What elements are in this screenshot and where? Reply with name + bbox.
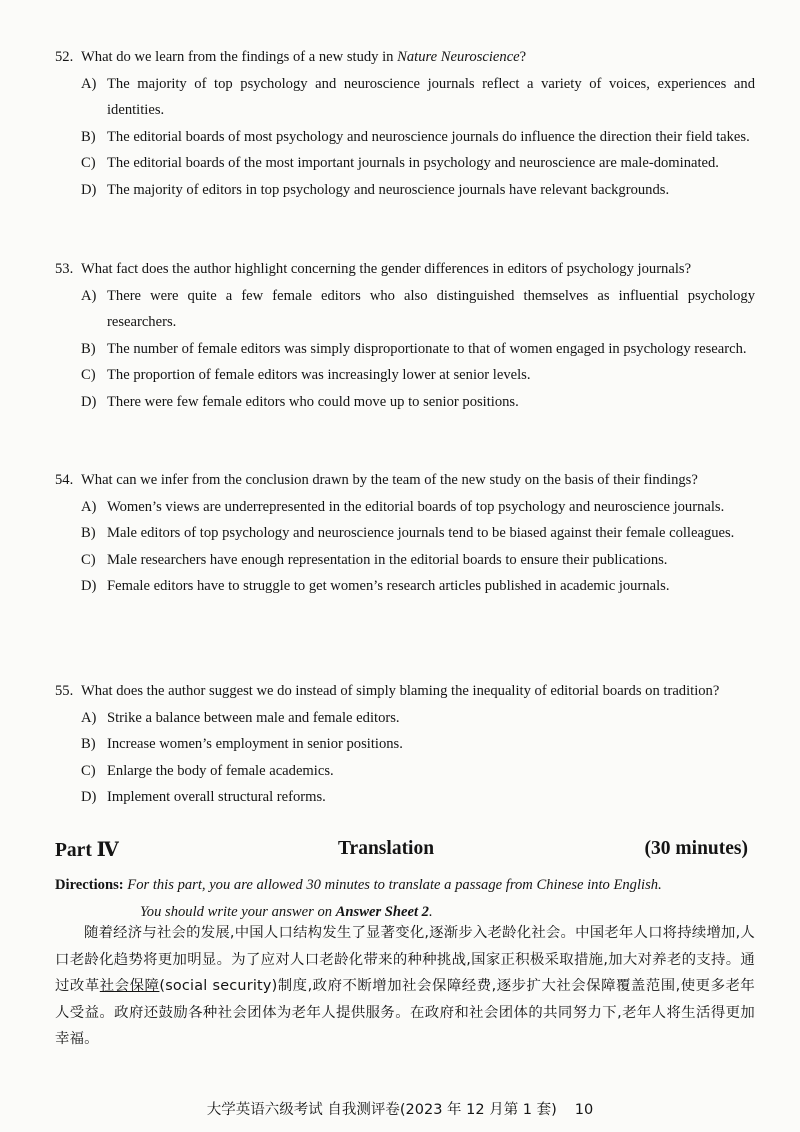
page-footer (0, 1098, 800, 1119)
page-number: 10 (574, 1102, 594, 1118)
directions-label: Directions: (55, 877, 124, 893)
option-d: D) The majority of editors in top psychology and neuroscience journals have relevant backgrounds. (81, 181, 670, 198)
question-stem: 53. What fact does the author highlight concerning the gender differences in editors of psychology journals? (55, 261, 692, 277)
directions-line1: For this part, you are allowed 30 minutes to translate a passage from Chinese into English. (127, 877, 662, 893)
option-d: D) Female editors have to struggle to get women’s research articles published in academic journals. (81, 578, 670, 594)
underlined-term: 社会保障 (99, 978, 160, 994)
answer-sheet-ref: Answer Sheet 2 (335, 903, 429, 920)
option-b: B) The editorial boards of most psychology and neuroscience journals do influence the direction their field takes. (81, 128, 750, 145)
question-stem: 52. What do we learn from the findings of a new study in Nature Neuroscience? (55, 49, 527, 65)
option-d: D) There were few female editors who could move up to senior positions. (81, 393, 519, 410)
option-b: B) The number of female editors was simply disproportionate to that of women engaged in psychology research. (81, 340, 747, 357)
option-a: A) The majority of top psychology and neuroscience journals reflect a variety of voices, experiences and identities. (81, 75, 755, 118)
option-a: A) Strike a balance between male and female editors. (81, 709, 400, 726)
directions: Directions: For this part, you are allowed 30 minutes to translate a passage from Chinese into English. You should write your answer on Answer Sheet 2. (55, 877, 662, 920)
option-d: D) Implement overall structural reforms. (81, 789, 326, 805)
option-c: C) Male researchers have enough representation in the editorial boards to ensure their publications. (81, 551, 668, 568)
question-stem: 54. What can we infer from the conclusion drawn by the team of the new study on the basis of their findings? (55, 472, 698, 488)
option-b: B) Male editors of top psychology and neuroscience journals tend to be biased against their female colleagues. (81, 525, 735, 541)
question-52 (55, 44, 755, 203)
part-label: Part Ⅳ (55, 840, 119, 861)
part-heading (55, 838, 748, 866)
part-time: (30 minutes) (644, 838, 748, 859)
question-55 (55, 678, 755, 811)
option-c: C) Enlarge the body of female academics. (81, 762, 334, 779)
part-title: Translation (338, 838, 435, 859)
option-a: A) Women’s views are underrepresented in the editorial boards of top psychology and neuroscience journals. (81, 498, 725, 515)
option-b: B) Increase women’s employment in senior positions. (81, 736, 403, 752)
option-c: C) The editorial boards of the most important journals in psychology and neuroscience are male-dominated. (81, 155, 719, 171)
question-53 (55, 256, 755, 415)
question-stem: 55. What does the author suggest we do instead of simply blaming the inequality of editorial boards on tradition? (55, 683, 720, 699)
question-54 (55, 467, 755, 600)
translation-passage: 随着经济与社会的发展,中国人口结构发生了显著变化,逐渐步入老龄化社会。中国老年人口将持续增加,人口老龄化趋势将更加明显。为了应对人口老龄化带来的种种挑战,国家正积极采取措施,加大对养老的支持。通过改革社会保障(social security)制度,政府不断增加社会保障经费,逐步扩大社会保障覆盖范围,使更多老年人受益。政府还鼓励各种社会团体为老年人提供服务。在政府和社会团体的共同努力下,老年人将生活得更加幸福。 (55, 925, 755, 1047)
option-a: A) There were quite a few female editors who also distinguished themselves as influential psychology researchers. (81, 287, 755, 330)
option-c: C) The proportion of female editors was increasingly lower at senior levels. (81, 367, 531, 383)
footer-text: 大学英语六级考试 自我测评卷(2023 年 12 月第 1 套) (206, 1102, 557, 1118)
